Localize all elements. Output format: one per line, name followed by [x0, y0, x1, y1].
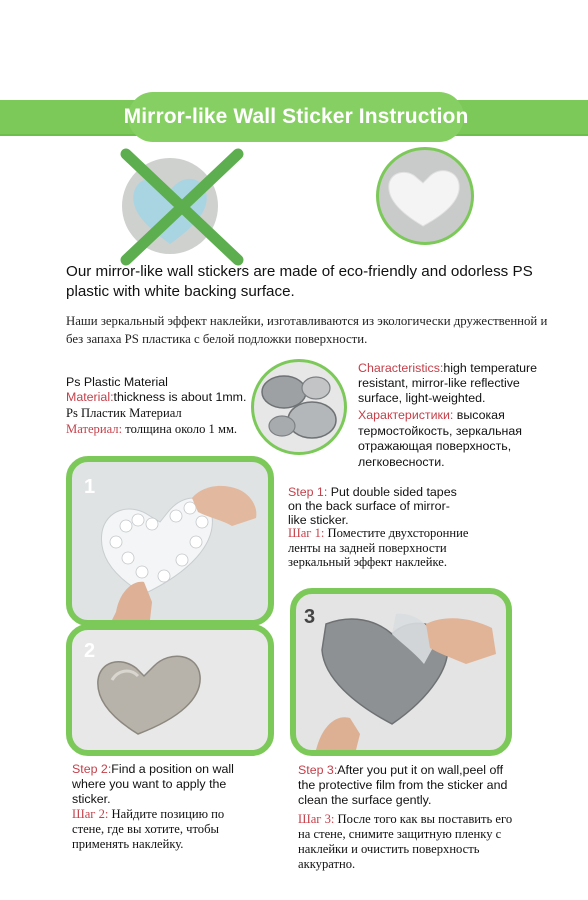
step-2-value-ru: Найдите позицию по стене, где вы хотите, чтобы применять наклейку.	[72, 807, 225, 851]
intro-english: Our mirror-like wall stickers are made of eco-friendly and odorless PS plastic with white backing surface.	[66, 263, 533, 300]
step-3-label-en: Step 3:	[298, 763, 338, 777]
butterfly-sticker-icon	[254, 362, 344, 452]
page-title: Mirror-like Wall Sticker Instruction	[123, 105, 469, 128]
characteristics-label-en: Characteristics:	[358, 361, 444, 375]
step-2-text-ru	[72, 807, 247, 852]
step-1-number: 1	[84, 476, 96, 498]
white-heart-icon	[379, 150, 471, 242]
step-1-value-ru: Поместите двухсторонние ленты на задней поверхности зеркальный эффект наклейке.	[288, 526, 469, 569]
material-line-en	[66, 390, 246, 405]
step-3-value-en: After you put it on wall,peel off the protective film from the sticker and clean the surface gently.	[298, 763, 508, 807]
characteristics-value-en: high temperature resistant, mirror-like reflective surface, light-weighted.	[358, 361, 538, 405]
material-value-en: thickness is about 1mm.	[113, 390, 247, 404]
step-2-text-en	[72, 762, 252, 807]
step-2-number: 2	[84, 640, 96, 662]
correct-example-image	[376, 147, 474, 245]
material-label-en: Material:	[66, 390, 114, 404]
material-title-en: Ps Plastic Material	[66, 375, 168, 389]
step-3-label-ru: Шаг 3:	[298, 812, 335, 826]
step-2-label-en: Step 2:	[72, 762, 112, 776]
characteristics-label-ru: Характеристики:	[358, 408, 454, 422]
step-1-value-en: Put double sided tapes on the back surface of mirror-like sticker.	[288, 485, 457, 527]
step-2-label-ru: Шаг 2:	[72, 807, 109, 821]
header-title-tab	[123, 92, 469, 142]
material-label-ru: Материал:	[66, 422, 123, 436]
step-3-text-ru	[298, 812, 513, 872]
material-line-ru	[66, 422, 237, 437]
characteristics-en	[358, 361, 548, 406]
step-2-photo-frame	[66, 624, 274, 756]
characteristics-value-ru: высокая термостойкость, зеркальная отражающая поверхность, легковесности.	[358, 408, 522, 469]
intro-russian: Наши зеркальный эффект наклейки, изготавливаются из экологически дружественной и без запаха PS пластика с белой подложки поверхности.	[66, 314, 548, 346]
step-3-photo-frame	[290, 588, 512, 756]
step-3-text-en	[298, 763, 508, 808]
material-title-ru: Ps Пластик Материал	[66, 406, 182, 420]
step-1-text-en	[288, 485, 468, 527]
characteristics-ru	[358, 408, 548, 470]
step-1-label-ru: Шаг 1:	[288, 526, 325, 540]
material-value-ru: толщина около 1 мм.	[122, 422, 238, 436]
step-1-label-en: Step 1:	[288, 485, 328, 499]
step-2-value-en: Find a position on wall where you want to apply the sticker.	[72, 762, 234, 806]
step-1-photo-frame	[66, 456, 274, 626]
step-3-number: 3	[304, 606, 316, 628]
step-3-value-ru: После того как вы поставить его на стене, снимите защитную пленку с наклейки и очистить поверхность аккуратно.	[298, 812, 513, 871]
step-1-text-ru	[288, 526, 478, 570]
cross-mark-icon	[118, 148, 246, 266]
mirror-sticker-sample-image	[251, 359, 347, 455]
